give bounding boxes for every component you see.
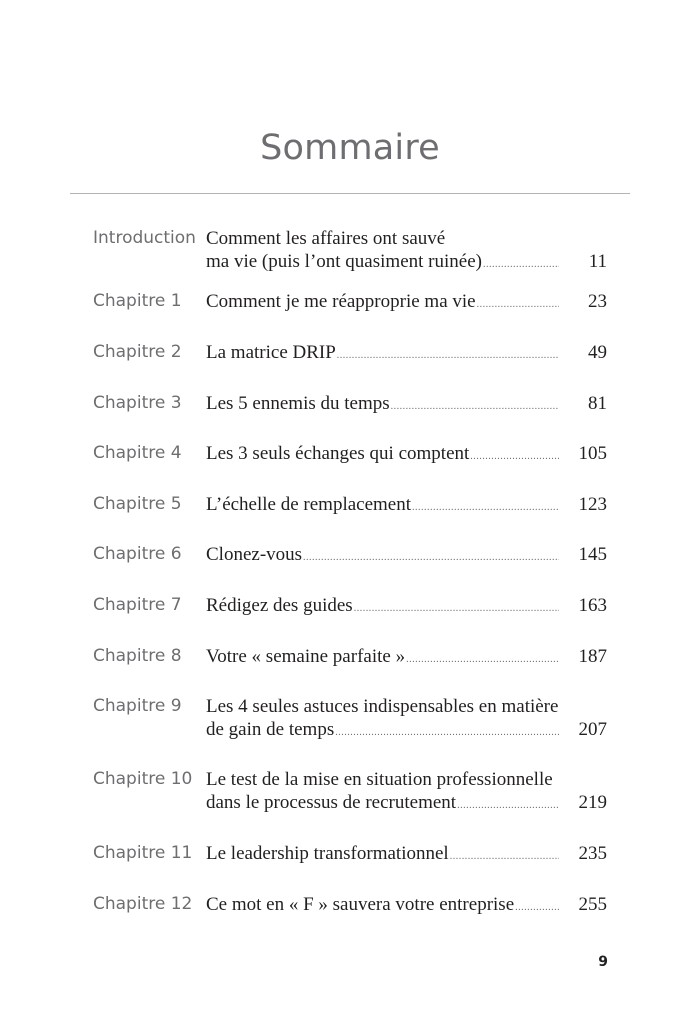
toc-entry-label: Chapitre 4 <box>93 443 182 463</box>
dot-leader <box>337 344 559 368</box>
toc-entry-label: Chapitre 7 <box>93 595 182 615</box>
page-number: 9 <box>598 954 608 970</box>
toc-entry-page: 145 <box>578 544 607 565</box>
toc-entry-title-continued: dans le processus de recrutement <box>206 792 457 813</box>
dot-leader <box>412 496 559 520</box>
toc-entry-title: L’échelle de remplacement <box>206 494 412 515</box>
toc-entry-label: Chapitre 1 <box>93 291 182 311</box>
toc-entry-title: La matrice DRIP <box>206 342 336 363</box>
page-title: Sommaire <box>260 128 440 168</box>
toc-entry-title: Les 3 seuls échanges qui comptent <box>206 443 470 464</box>
toc-entry-title: Comment je me réapproprie ma vie <box>206 291 476 312</box>
toc-entry-page: 235 <box>578 843 607 864</box>
toc-entry-label: Chapitre 11 <box>93 843 193 863</box>
dot-leader <box>335 721 559 745</box>
toc-entry-page: 23 <box>588 291 607 312</box>
dot-leader <box>515 896 559 920</box>
toc-entry-title-continued: de gain de temps <box>206 719 335 740</box>
toc-entry-page: 81 <box>588 393 607 414</box>
toc-entry-title: Les 5 ennemis du temps <box>206 393 390 414</box>
toc-entry-label: Chapitre 12 <box>93 894 193 914</box>
toc-entry-title: Le test de la mise en situation professionnelle <box>206 769 553 790</box>
toc-entry-title: Le leadership transformationnel <box>206 843 449 864</box>
toc-entry-label: Chapitre 2 <box>93 342 182 362</box>
dot-leader <box>470 445 559 469</box>
toc-entry-label: Chapitre 3 <box>93 393 182 413</box>
toc-entry-title: Comment les affaires ont sauvé <box>206 228 446 249</box>
toc-entry-label: Chapitre 9 <box>93 696 182 716</box>
toc-entry-page: 163 <box>578 595 607 616</box>
dot-leader <box>477 293 559 317</box>
toc-entry-title: Votre « semaine parfaite » <box>206 646 406 667</box>
toc-entry-page: 123 <box>578 494 607 515</box>
toc-entry-title: Les 4 seules astuces indispensables en matière <box>206 696 559 717</box>
toc-entry-label: Chapitre 8 <box>93 646 182 666</box>
toc-entry-page: 105 <box>578 443 607 464</box>
dot-leader <box>303 546 559 570</box>
toc-entry-label: Introduction <box>93 228 196 248</box>
toc-entry-title: Clonez-vous <box>206 544 303 565</box>
toc-entry-title: Rédigez des guides <box>206 595 353 616</box>
dot-leader <box>450 845 559 869</box>
toc-entry-page: 255 <box>578 894 607 915</box>
toc-entry-page: 207 <box>578 719 607 740</box>
toc-entry-title: Ce mot en « F » sauvera votre entreprise <box>206 894 515 915</box>
toc-entry-label: Chapitre 6 <box>93 544 182 564</box>
toc-entry-page: 11 <box>588 251 607 272</box>
toc-entry-page: 219 <box>578 792 607 813</box>
dot-leader <box>457 794 559 818</box>
dot-leader <box>391 395 559 419</box>
dot-leader <box>406 648 559 672</box>
title-divider <box>70 193 630 194</box>
toc-entry-page: 187 <box>578 646 607 667</box>
dot-leader <box>483 253 559 277</box>
toc-entry-label: Chapitre 10 <box>93 769 193 789</box>
toc-entry-label: Chapitre 5 <box>93 494 182 514</box>
toc-entry-page: 49 <box>588 342 607 363</box>
dot-leader <box>354 597 559 621</box>
toc-entry-title-continued: ma vie (puis l’ont quasiment ruinée) <box>206 251 482 272</box>
